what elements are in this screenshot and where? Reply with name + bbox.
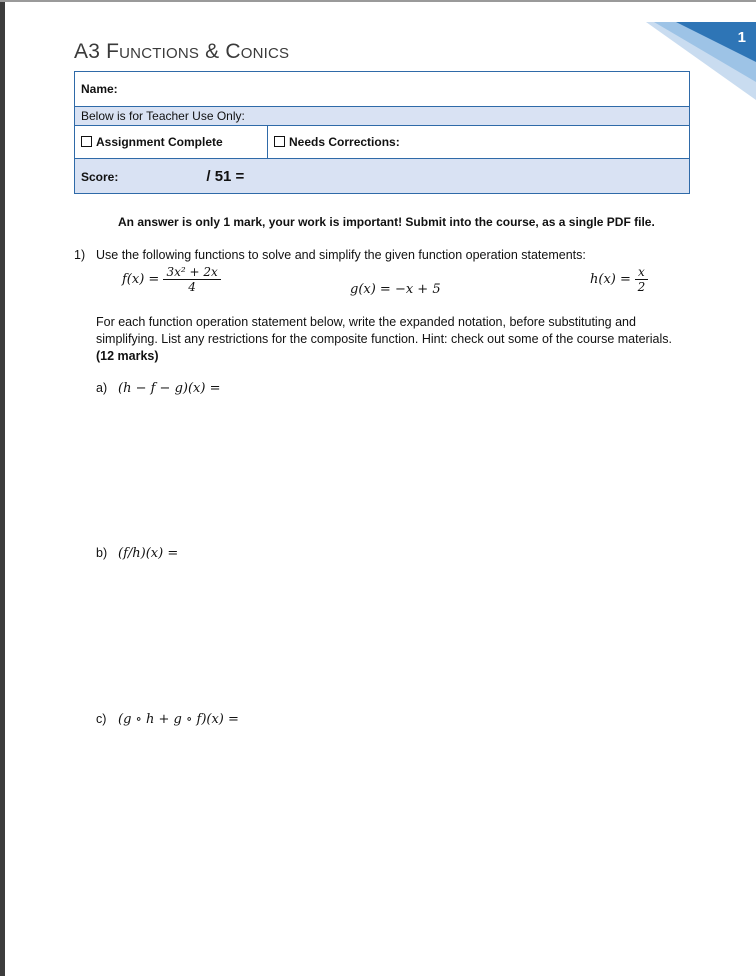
question-1-prompt xyxy=(74,248,586,262)
needs-corrections-checkbox[interactable] xyxy=(274,136,285,147)
assignment-complete-label: Assignment Complete xyxy=(96,135,223,149)
function-h xyxy=(590,265,648,294)
instructions-text: For each function operation statement below, write the expanded notation, before substituting and simplifying. List any restrictions for the composite function. Hint: check out some of the course materials. xyxy=(96,315,672,346)
f-numerator: 3x² + 2x xyxy=(163,265,220,280)
function-f xyxy=(122,265,221,294)
part-b xyxy=(96,546,178,561)
part-b-label: b) xyxy=(96,546,108,560)
page-title: A3 Functions & Conics xyxy=(74,40,290,63)
page-number: 1 xyxy=(737,29,746,46)
teacher-note: Below is for Teacher Use Only: xyxy=(81,109,245,123)
part-c xyxy=(96,712,239,727)
question-prompt: Use the following functions to solve and simplify the given function operation statements: xyxy=(96,248,586,262)
score-label: Score: xyxy=(81,169,119,184)
marks-text: (12 marks) xyxy=(96,349,159,363)
submission-notice: An answer is only 1 mark, your work is important! Submit into the course, as a single PDF file. xyxy=(118,215,655,229)
part-c-expression: (g ∘ h + g ∘ f)(x) = xyxy=(118,712,239,727)
score-value: / 51 = xyxy=(206,167,245,185)
assignment-complete-checkbox[interactable] xyxy=(81,136,92,147)
f-denominator: 4 xyxy=(188,280,196,294)
score-cell xyxy=(75,159,690,194)
needs-corrections-label: Needs Corrections: xyxy=(289,135,400,149)
h-denominator: 2 xyxy=(637,280,646,294)
teacher-note-cell xyxy=(75,107,690,126)
page-top-edge xyxy=(0,0,756,2)
part-a-label: a) xyxy=(96,381,108,395)
needs-corrections-cell[interactable] xyxy=(268,126,690,159)
f-lhs: f(x) = xyxy=(122,272,160,287)
h-numerator: x xyxy=(635,265,648,280)
part-a xyxy=(96,381,220,396)
instructions-paragraph xyxy=(96,314,696,365)
h-lhs: h(x) = xyxy=(590,272,631,287)
function-g: g(x) = −x + 5 xyxy=(350,282,441,297)
question-number: 1) xyxy=(74,248,86,262)
f-fraction xyxy=(163,265,220,294)
page-left-edge xyxy=(0,0,5,976)
teacher-info-table xyxy=(74,71,690,194)
assignment-complete-cell[interactable] xyxy=(75,126,268,159)
h-fraction xyxy=(635,265,648,294)
part-c-label: c) xyxy=(96,712,107,726)
name-cell[interactable] xyxy=(75,72,690,107)
name-label: Name: xyxy=(81,82,118,96)
part-a-expression: (h − f − g)(x) = xyxy=(118,381,221,396)
part-b-expression: (f/h)(x) = xyxy=(118,546,179,561)
